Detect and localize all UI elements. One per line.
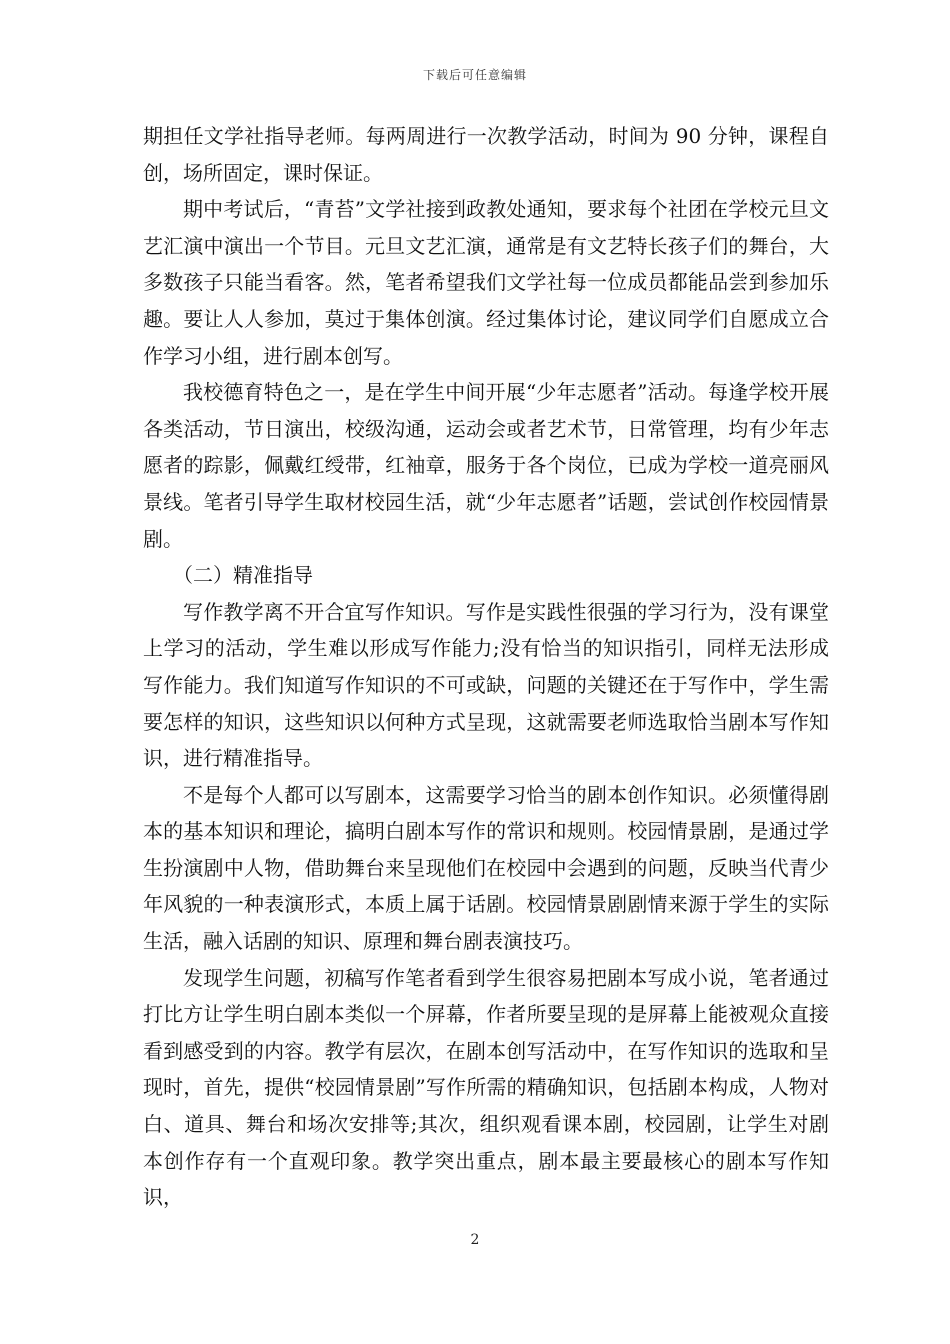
paragraph: 发现学生问题，初稿写作笔者看到学生很容易把剧本写成小说，笔者通过打比方让学生明白剧本类似一个屏幕，作者所要呈现的是屏幕上能被观众直接看到感受到的内容。教学有层次，在剧本创写活动中，在写作知识的选取和呈现时，首先，提供“校园情景剧”写作所需的精确知识，包括剧本构成，人物对白、道具、舞台和场次安排等;其次，组织观看课本剧，校园剧，让学生对剧本创作存有一个直观印象。教学突出重点，剧本最主要最核心的剧本写作知识，: [143, 965, 829, 1210]
document-body: [143, 118, 829, 1216]
paragraph: 期中考试后，“青苔”文学社接到政教处通知，要求每个社团在学校元旦文艺汇演中演出一个节目。元旦文艺汇演，通常是有文艺特长孩子们的舞台，大多数孩子只能当看客。然，笔者希望我们文学社每一位成员都能品尝到参加乐趣。要让人人参加，莫过于集体创演。经过集体讨论，建议同学们自愿成立合作学习小组，进行剧本创写。: [143, 197, 829, 368]
paragraph-continuation: 期担任文学社指导老师。每两周进行一次教学活动，时间为 90 分钟，课程自创，场所固定，课时保证。: [143, 124, 829, 185]
page-header: 下载后可任意编辑: [422, 68, 527, 82]
paragraph: 不是每个人都可以写剧本，这需要学习恰当的剧本创作知识。必须懂得剧本的基本知识和理论，搞明白剧本写作的常识和规则。校园情景剧，是通过学生扮演剧中人物，借助舞台来呈现他们在校园中会遇到的问题，反映当代青少年风貌的一种表演形式，本质上属于话剧。校园情景剧剧情来源于学生的实际生活，融入话剧的知识、原理和舞台剧表演技巧。: [143, 782, 829, 954]
page-number: 2: [470, 1232, 480, 1248]
section-heading: （二）精准指导: [173, 563, 313, 588]
paragraph: 我校德育特色之一，是在学生中间开展“少年志愿者”活动。每逢学校开展各类活动，节日演出，校级沟通，运动会或者艺术节，日常管理，均有少年志愿者的踪影，佩戴红绶带，红袖章，服务于各个岗位，已成为学校一道亮丽风景线。笔者引导学生取材校园生活，就“少年志愿者”话题，尝试创作校园情景剧。: [143, 380, 829, 551]
paragraph: 写作教学离不开合宜写作知识。写作是实践性很强的学习行为，没有课堂上学习的活动，学生难以形成写作能力;没有恰当的知识指引，同样无法形成写作能力。我们知道写作知识的不可或缺，问题的关键还在于写作中，学生需要怎样的知识，这些知识以何种方式呈现，这就需要老师选取恰当剧本写作知识，进行精准指导。: [143, 599, 829, 771]
